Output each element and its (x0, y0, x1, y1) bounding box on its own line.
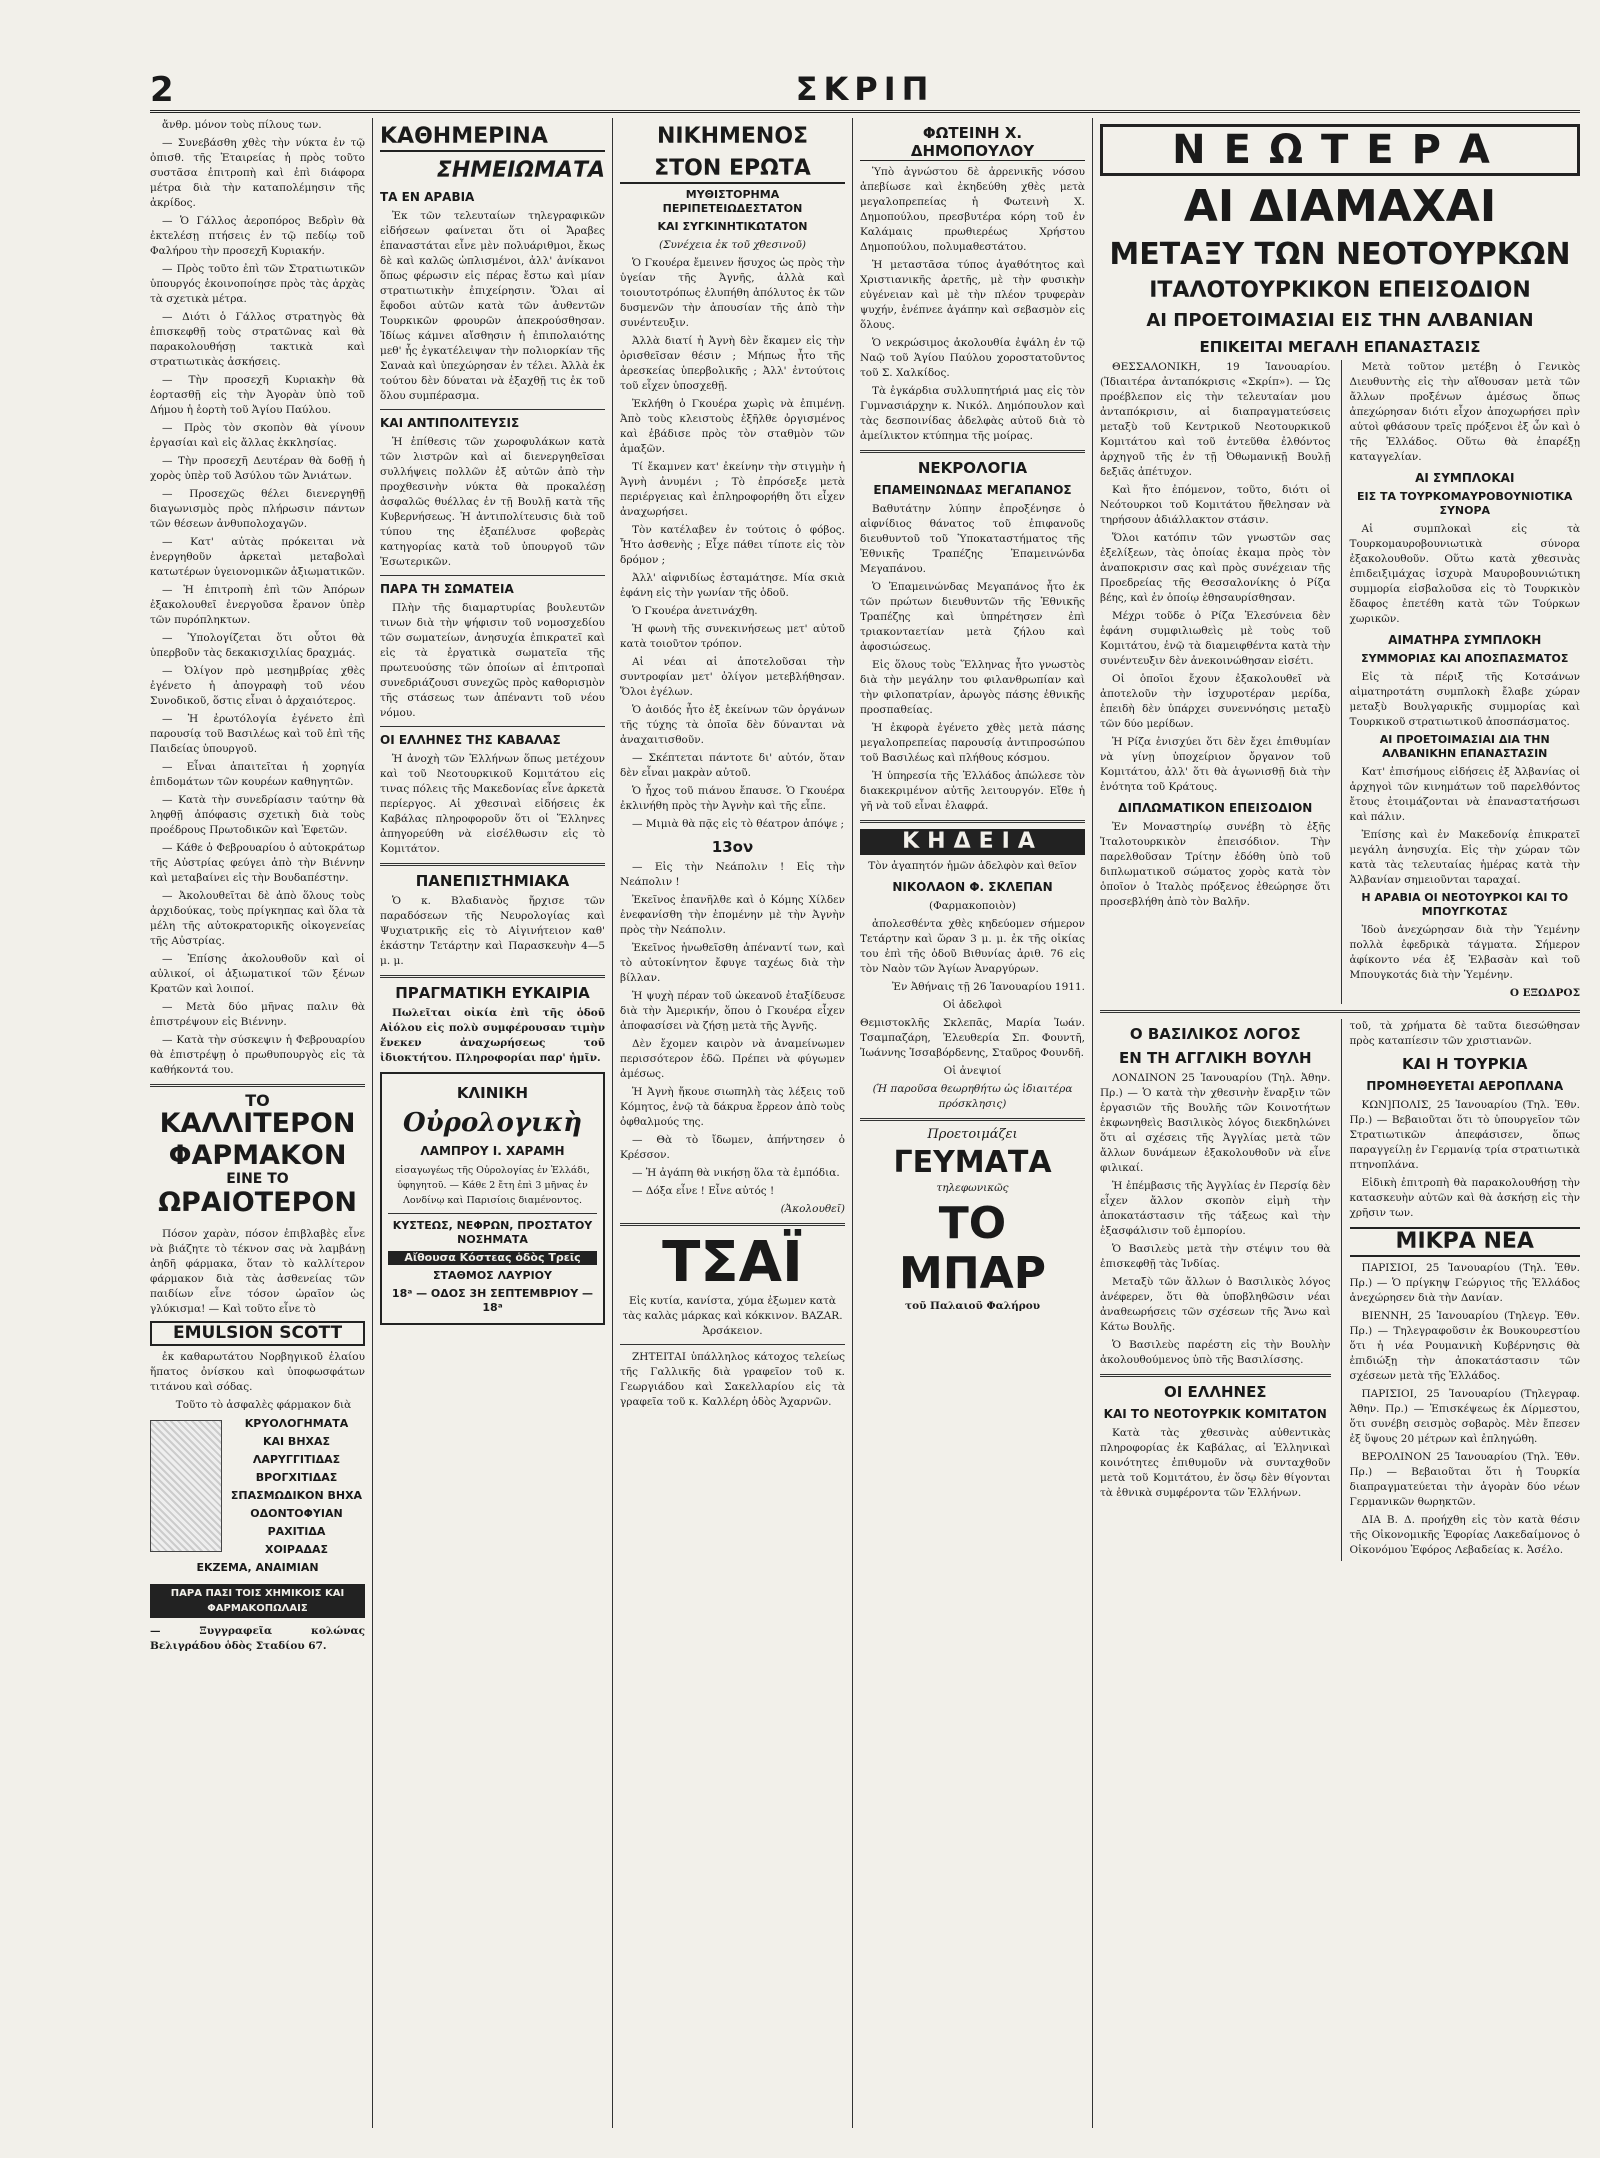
ad-list-item: ΒΡΟΓΧΙΤΙΔΑΣ (255, 1471, 338, 1484)
university-text: Ὁ κ. Βλαδιανὸς ἤρχισε τῶν παραδόσεων τῆς Νευρολογίας καὶ Ψυχιατρικῆς εἰς τὸ Αἰγινήτειον καθ' ἑκάστην Τετάρτην καὶ Παρασκευὴν 4—5 μ. μ. (380, 895, 605, 967)
bloody-title: ΑΙΜΑΤΗΡΑ ΣΥΜΠΛΟΚΗ (1388, 633, 1542, 647)
news-briefs (150, 118, 365, 1078)
speech-title: Ο ΒΑΣΙΛΙΚΟΣ ΛΟΓΟΣ (1129, 1025, 1301, 1043)
subheadline: ΙΤΑΛΟΤΟΥΡΚΙΚΟΝ ΕΠΕΙΣΟΔΙΟΝ (1149, 278, 1531, 303)
ad-body: Πόσον χαρὰν, πόσον ἐπιβλαβὲς εἶνε νὰ βιάζητε τὸ τέκνον σας νὰ λαμβάνῃ ἀηδῆ φάρμακα, ὅταν τὸ καλλίτερον φάρμακον διὰ τὰς ἀσθενείας τῶν παιδίων εἶνε τόσον ὡραῖον ὡς γλύκισμα! — Καὶ τοῦτο εἶνε τὸ (150, 1228, 365, 1315)
news-brief: — Ἀκολουθεῖται δὲ ἀπὸ ὅλους τοὺς ἀρχιδούκας, τοὺς πρίγκηπας καὶ ὅλα τὰ μέλη τῆς αὐτοκρατορικῆς οἰκογενείας τῆς Αὐστρίας. (150, 890, 365, 947)
column-rule (1092, 118, 1093, 2128)
clinic-doctor: ΛΑΜΠΡΟΥ Ι. ΧΑΡΑΜΗ (420, 1144, 565, 1158)
note-title: ΚΑΙ ΑΝΤΙΠΟΛΙΤΕΥΣΙΣ (380, 416, 520, 430)
novel-paragraph: — Θὰ τὸ ἴδωμεν, ἀπήντησεν ὁ Κρέσσον. (620, 1134, 845, 1161)
novel-paragraph: Ὁ Γκουέρα ἔμεινεν ἥσυχος ὡς πρὸς τὴν ὑγείαν τῆς Ἀγνῆς, ἀλλὰ καὶ τοιουτοτρόπως ἐλυπήθη ἀπόλυτος ἐκ τῶν δυσμενῶν τὴν ἀπουσίαν τῆς ἀπὸ τὴν συνέντευξιν. (620, 257, 845, 329)
necrology-paragraph: Ὁ Ἐπαμεινώνδας Μεγαπάνος ἦτο ἐκ τῶν πρώτων διευθυντῶν τῆς Ἐθνικῆς Τραπέζης καὶ ὑπηρέτησεν ἐπὶ τριακονταετίαν μετὰ ζήλου καὶ ἀφοσιώσεως. (860, 581, 1085, 653)
opportunity-text: Πωλεῖται οἰκία ἐπὶ τῆς ὁδοῦ Αἰόλου εἰς πολὺ συμφέρουσαν τιμὴν ἕνεκεν ἀναχωρήσεως τοῦ ἰδιοκτήτου. Πληροφορίαι παρ' ἡμῖν. (380, 1007, 605, 1064)
news-brief: — Εἶναι ἀπαιτεῖται ἡ χορηγία ἐπιδομάτων τῶν κουρέων καθηγητῶν. (150, 761, 365, 788)
news-brief: — Τὴν προσεχῆ Κυριακὴν θὰ ἑορτασθῇ εἰς τὴν Ἀγορὰν ὑπὸ τοῦ Δήμου ἡ ἑορτὴ τοῦ Ἁγίου Παύλου. (150, 374, 365, 416)
necrology-title: ΝΕΚΡΟΛΟΓΙΑ (917, 459, 1028, 477)
wanted-ad: ΖΗΤΕΙΤΑΙ ὑπάλληλος κάτοχος τελείως τῆς Γαλλικῆς διὰ γραφεῖον τοῦ κ. Γεωργιάδου καὶ Σακελλαρίου εἰς τὰ γραφεῖα τοῦ κ. Καλλέρη ὁδὸς Ἀχαρνῶν. (620, 1351, 845, 1408)
note-title: ΤΑ ΕΝ ΑΡΑΒΙΑ (380, 190, 475, 204)
turkey-title: ΚΑΙ Η ΤΟΥΡΚΙΑ (1402, 1055, 1528, 1073)
clinic-address: Αἴθουσα Κόστεας ὁδὸς Τρεῖς (388, 1251, 597, 1265)
chapter-heading: 13ον (711, 838, 754, 856)
short-news-item: ΠΑΡΙΣΙΟΙ, 25 Ἰανουαρίου (Τηλεγραφ. Ἀθην. Πρ.) — Ἐπισκέψεως ἐκ Δίρμεστου, ὅτι συνέβη σεισμὸς σοβαρὸς. Μὲν ἔπεσεν ἐξ ὕψους 20 μέτρων καὶ ἐπληγώθη. (1349, 1388, 1580, 1445)
latest-news-body (1100, 360, 1580, 1004)
arabia-title: Η ΑΡΑΒΙΑ ΟΙ ΝΕΟΤΟΥΡΚΟΙ ΚΑΙ ΤΟ ΜΠΟΥΓΚΟΤΑΣ (1361, 891, 1569, 918)
greeks-text: Κατὰ τὰς χθεσινὰς αὐθεντικὰς πληροφορίας ἐκ Καβάλας, αἱ Ἑλληνικαὶ κοινότητες ἐπιθυμοῦν νὰ συνταχθοῦν μετὰ τοῦ Κομιτάτου, ἐν ὅσῳ δὲν θίγονται τὰ ἐθνικὰ συμφέροντα τῶν Ἑλλήνων. (1100, 1427, 1331, 1499)
novel-paragraph: Ἀλλὰ διατί ἡ Ἀγνὴ δὲν ἔκαμεν εἰς τὴν ὁρισθεῖσαν θέσιν ; Μήπως ἦτο τῆς ἀρεσκείας ὑπερβολικῆς ; Ἀλλ' ἐντούτοις τοῦ εἶχεν ὑποσχεθῇ. (620, 335, 845, 392)
arabia-text: Ἰδοὺ ἀνεχώρησαν διὰ τὴν Ὑεμένην πολλὰ ἐφεδρικὰ τάγματα. Σήμερον ἀφίκοντο νέα ἐξ Ἐλβασὰν καὶ τοῦ Μπουγκοτάς διὰ τὴν Ὑεμένην. (1349, 924, 1580, 981)
novel-text (620, 860, 845, 1199)
news-brief: — Ὁ Γάλλος ἀεροπόρος Βεδρὶν θὰ ἐκτελέσῃ πτήσεις ἐν τῷ πεδίῳ τοῦ Φαλήρου τὴν προσεχῆ Κυριακήν. (150, 215, 365, 257)
clinic-subtitle: Οὐρολογικὴ (402, 1108, 583, 1138)
report-text (1100, 360, 1331, 795)
headline: ΜΕΤΑΞΥ ΤΩΝ ΝΕΟΤΟΥΡΚΩΝ (1109, 237, 1571, 272)
clinic-advertisement (380, 1072, 605, 1325)
tea-ad-title: ΤΣΑΪ (662, 1230, 803, 1295)
lower-left (1100, 1019, 1331, 1561)
novel-paragraph: Ἡ ψυχὴ πέραν τοῦ ὠκεανοῦ ἐταξίδευσε διὰ τὴν Ἀμερικήν, ὅπου ὁ Γκουέρα εἶχεν ἀποφασίσει νὰ ζήσῃ μετὰ τῆς Ἀγνῆς. (620, 990, 845, 1032)
albania-title: ΑΙ ΠΡΟΕΤΟΙΜΑΣΙΑΙ ΔΙΑ ΤΗΝ ΑΛΒΑΝΙΚΗΝ ΕΠΑΝΑΣΤΑΣΙΝ (1379, 733, 1550, 760)
divider (388, 1213, 597, 1214)
speech-paragraph: Ὁ Βασιλεὺς μετὰ τὴν στέψιν του θὰ ἐπισκεφθῇ τὰς Ἰνδίας. (1100, 1243, 1331, 1270)
section-header: ΚΑΘΗΜΕΡΙΝΑ (380, 124, 605, 152)
note-text: Ἡ ἐπίθεσις τῶν χωροφυλάκων κατὰ τῶν λιστρῶν καὶ αἱ διενεργηθεῖσαι συλλήψεις πολλῶν ἐξ αὐτῶν ἀπὸ τὴν προχθεσινὴν νύκτα θὰ προκαλέσῃ ἀσφαλῶς θυέλλας ἐν τῇ Βουλῇ κατὰ τῆς Κυβερνήσεως. Ἡ ἀντιπολίτευσις διὰ τοῦ τύπου της ἐξαπέλυσε φοβερὰς κατηγορίας κατὰ τοῦ ὑπουργοῦ τῶν Ἐσωτερικῶν. (380, 436, 605, 568)
ad-body: ἐκ καθαρωτάτου Νορβηγικοῦ ἐλαίου ἥπατος ὀνίσκου καὶ ὑποφωσφάτων τιτάνου καὶ σόδας. (150, 1351, 365, 1393)
page-number: 2 (150, 70, 174, 110)
ad-list-item: ΧΟΙΡΑΔΑΣ (264, 1543, 329, 1556)
note-text: Ἡ ἀνοχὴ τῶν Ἑλλήνων ὅπως μετέχουν καὶ τοῦ Νεοτουρκικοῦ Κομιτάτου εἰς τινας πόλεις τῆς Μακεδονίας εἶνε ἀρκετὰ περίεργος. Αἱ χθεσιναὶ εἰδήσεις ἐκ Καβάλας πληροφοροῦν ὅτι οἱ Ἕλληνες ἀπηγορεύθη νὰ εἰσέλθωσιν εἰς τὸ Κομιτάτον. (380, 753, 605, 855)
news-brief: — Διότι ὁ Γάλλος στρατηγὸς θὰ ἐπισκεφθῇ τοὺς στρατῶνας καὶ θὰ παρακολουθήσῃ τακτικὰ καὶ στρατιωτικὰς ἀσκήσεις. (150, 311, 365, 368)
ad-footer: ΠΑΡΑ ΠΑΣΙ ΤΟΙΣ ΧΗΜΙΚΟΙΣ ΚΑΙ ΦΑΡΜΑΚΟΠΩΛΑΙΣ (150, 1584, 365, 1618)
novel-paragraph: — Μιμιὰ θὰ πᾷς εἰς τὸ θέατρον ἀπόψε ; (632, 818, 845, 830)
ad-address: — Ξυγγραφεῖα κολώνας Βελιγράδου ὁδὸς Σταδίου 67. (150, 1625, 365, 1652)
novel-paragraph: Αἱ νέαι αἱ ἀποτελοῦσαι τὴν συντροφίαν μετ' ὀλίγον μετεβλήθησαν. Ὅλοι ἐγέλων. (620, 656, 845, 698)
divider (380, 975, 605, 978)
short-news-title: ΜΙΚΡΑ ΝΕΑ (1350, 1227, 1581, 1257)
divider (380, 726, 605, 727)
ad-list-item: ΕΚΖΕΜΑ, ΑΝΑΙΜΙΑΝ (196, 1561, 319, 1574)
diplomatic-title: ΔΙΠΛΩΜΑΤΙΚΟΝ ΕΠΕΙΣΟΔΙΟΝ (1118, 801, 1313, 815)
report-paragraph: ΘΕΣΣΑΛΟΝΙΚΗ, 19 Ἰανουαρίου. (Ἰδιαιτέρα ἀνταπόκρισις «Σκρίπ»). — Ὡς προέβλεπον εἰς τὴν τελευταίαν μου ἀνταπόκρισιν, αἱ διαπραγματεύσεις μεταξὺ τοῦ Κεντρικοῦ Νεοτουρκικοῦ Κομιτάτου καὶ τοῦ ἐντεῦθα ἐλθόντος ἀρχηγοῦ τῆς ἐν τῇ Ὀθωμανικῇ Βουλῇ δεξιᾶς ἀπέτυχον. (1100, 361, 1331, 478)
novel-paragraph: Ἡ Ἀγνὴ ἤκουε σιωπηλὴ τὰς λέξεις τοῦ Κόμητος, ἐνῷ τὰ δάκρυα ἔρρεον ἀπὸ τοὺς ὀφθαλμούς της. (620, 1086, 845, 1128)
speech-paragraph: Μεταξὺ τῶν ἄλλων ὁ Βασιλικὸς λόγος ἀνέφερεν, ὅτι θὰ ὑποβληθῶσιν νέαι ἀναθεωρήσεις τῶν σχέσεων τῆς Ἄνω καὶ Κάτω Βουλῆς. (1100, 1276, 1331, 1333)
speech-title: ΕΝ ΤΗ ΑΓΓΛΙΚΗ ΒΟΥΛΗ (1118, 1049, 1312, 1067)
novel-paragraph: — Εἰς τὴν Νεάπολιν ! Εἰς τὴν Νεάπολιν ! (620, 861, 845, 888)
greeks-title: ΚΑΙ ΤΟ ΝΕΟΤΟΥΡΚΙΚ ΚΟΜΙΤΑΤΟΝ (1103, 1407, 1327, 1421)
divider (860, 450, 1085, 453)
news-brief: ἄνθρ. μόνον τοὺς πίλους των. (162, 119, 322, 131)
note-text: Ἐκ τῶν τελευταίων τηλεγραφικῶν εἰδήσεων φαίνεται ὅτι οἱ Ἄραβες ἐπαναστάται εἶνε μὲν πολυάριθμοι, ἔκως δὲ καὶ καλῶς ὡπλισμένοι, ἀλλ' ἀνίκανοι ὅπως φέρωσιν εἰς πέρας ἔστω καὶ μίαν στρατιωτικὴν ἐπιχείρησιν. Ὅλαι αἱ ἔφοδοι αὐτῶν κατὰ τῶν ἀυθεντῶν Τουρκικῶν φρουρῶν ἀπεκρούσθησαν. Ἰδίως κάμνει αἴσθησιν ἡ ἐπιπολαιότης μεθ' ἧς ἐγκατέλειψαν τὴν πολιορκίαν τῆς Σαναὰ καὶ ὑπεχώρησαν ἐν τέλει. Ἀλλὰ ἐκ τούτου δὲν δύναται νὰ ἐξαχθῇ τις ἐκ τοῦ ὅλου συμπέρασμα. (380, 210, 605, 402)
note-text: Πλὴν τῆς διαμαρτυρίας βουλευτῶν τινων διὰ τὴν ψήφισιν τοῦ νομοσχεδίου τῶν σωματείων, ἀνησυχία ἐπικρατεῖ καὶ εἰς τὰ ἐργατικὰ σωματεῖα τῆς πρωτευούσης τῶν ὁποίων αἱ ἐπιτροπαὶ συνεδριάζουσι συνεχῶς πρὸς καθορισμὸν τῆς στάσεως των ἀπέναντι τοῦ νέου νόμου. (380, 602, 605, 719)
ad-line: ΕΙΝΕ ΤΟ (226, 1171, 289, 1187)
illustration-figure (150, 1420, 222, 1552)
column-daily-notes (380, 118, 605, 2118)
latest-news-right (1341, 360, 1581, 1004)
speech-text (1100, 1071, 1331, 1368)
novel-paragraph: Ἡ φωνὴ τῆς συνεκινήσεως μετ' αὐτοῦ κατὰ τοιοῦτον τρόπον. (620, 623, 845, 650)
short-news-item: ΒΙΕΝΝΗ, 25 Ἰανουαρίου (Τηλεγρ. Ἐθν. Πρ.) — Τηλεγραφοῦσιν ἐκ Βουκουρεστίου ὅτι ἡ νέα Ρουμανικὴ Κυβέρνησις θὰ ἐπιδιώξῃ τὴν ἀποκατάστασιν τῶν σχέσεων μετὰ τῆς Ἑλλάδος. (1349, 1310, 1580, 1382)
divider (380, 575, 605, 576)
newspaper-title: ΣΚΡΙΠ (795, 70, 935, 108)
funeral-names: Θεμιστοκλῆς Σκλεπᾶς, Μαρία Ἰωάν. Τσαμπαζάρη, Ἐλευθερία Σπ. Φουντῆ, Ἰωάννης Ἰσσαβόρδενης, Σταῦρος Φουνδῆ. (860, 1017, 1085, 1059)
report-paragraph: Οἱ ὁποῖοι ἔχουν ἐξακολουθεῖ νὰ ἀποτελοῦν τὴν ἰσχυροτέραν μερίδα, ἐπειδὴ δὲν ὑπάρχει συνεννόησις μεταξὺ τῶν δύο μερίδων. (1100, 673, 1331, 730)
greeks-title: ΟΙ ΕΛΛΗΝΕΣ (1163, 1383, 1267, 1401)
column-rule (372, 118, 373, 2128)
masthead (150, 70, 1580, 113)
divider (860, 820, 1085, 823)
column-obituaries (860, 118, 1085, 2118)
turkey-intro: τοῦ, τὰ χρήματα δὲ ταῦτα διεσώθησαν πρὸς καταπίεσιν τῶν χριστιανῶν. (1349, 1020, 1580, 1047)
novel-paragraph: — Ἡ ἀγάπη θὰ νικήσῃ ὅλα τὰ ἐμπόδια. (632, 1167, 840, 1179)
news-brief: — Μετὰ δύο μῆνας παλιν θὰ ἐπιστρέψουν εἰς Βιέννην. (150, 1001, 365, 1028)
turkey-text: ΚΩΝ]ΠΟΛΙΣ, 25 Ἰανουαρίου (Τηλ. Ἐθν. Πρ.) — Βεβαιοῦται ὅτι τὸ ὑπουργεῖον τῶν Στρατιωτικῶν ἀπεφάσισεν, ὅπως παραγγείλῃ ἐν Γερμανίᾳ τρία στρατιωτικὰ πτηνοπλάνα. (1349, 1099, 1580, 1171)
complications-text: Αἱ συμπλοκαὶ εἰς τὰ Τουρκομαυροβουνιωτικὰ σύνορα ἐξακολουθοῦν. Οὕτω κατὰ χθεσινὰς ἐπιδειξιμάχας ἰσχυρὰ Μαυροβουνιώτικη συμμορία εἰσβαλοῦσα εἰς τὸ Τουρκικὸν ἔδαφος ἐπετέθη κατὰ τῶν Τούρκων χωρικῶν. (1349, 523, 1580, 625)
ad-list-intro: Τοῦτο τὸ ἀσφαλὲς φάρμακον διὰ (175, 1399, 352, 1411)
divider (620, 1223, 845, 1226)
column-rule (612, 118, 613, 2128)
complications-title: ΑΙ ΣΥΜΠΛΟΚΑΙ (1415, 471, 1515, 485)
divider (620, 1344, 845, 1345)
bloody-text: Εἰς τὰ πέριξ τῆς Κοτσάνων αἱματηροτάτη συμπλοκὴ ἔλαβε χώραν μεταξὺ Βουλγαρικῆς συμμορίας καὶ Τουρκικοῦ στρατιωτικοῦ ἀποσπάσματος. (1349, 671, 1580, 728)
divider (150, 1084, 365, 1087)
short-news-item: ΒΕΡΟΛΙΝΟΝ 25 Ἰανουαρίου (Τηλ. Ἐθν. Πρ.) — Βεβαιοῦται ὅτι ἡ Τουρκία διαπραγματεύεται τὴν ἀγορὰν δύο νέων Γερμανικῶν θωρηκτῶν. (1349, 1451, 1580, 1508)
report-paragraph: Ἡ Ρίζα ἐνισχύει ὅτι δὲν ἔχει ἐπιθυμίαν νὰ γίνῃ ὑποχείριον ὄργανον τοῦ Κομιτάτου, ἀλλ' ὅτι θὰ ἀγωνισθῇ διὰ τὴν ἐνότητα τοῦ Κράτους. (1100, 736, 1331, 793)
report-paragraph: Καὶ ἤτο ἐπόμενον, τοῦτο, διότι οἱ Νεότουρκοι τοῦ Κομιτάτου ἤθελησαν νὰ τηρήσουν ἀδιάλλακτον στάσιν. (1100, 484, 1331, 526)
novel-paragraph: — Σκέπτεται πάντοτε δι' αὐτόν, ὅταν δὲν εἶναι μακρὰν αὐτοῦ. (620, 752, 845, 779)
novel-paragraph: Ἐκεῖνος ἠνωθεῖσθη ἀπέναντί των, καὶ τὸ αὐτοκίνητον ἔφυγε ταχέως διὰ τὴν βίλλαν. (620, 942, 845, 984)
novel-paragraph: Ὁ ἦχος τοῦ πιάνου ἔπαυσε. Ὁ Γκουέρα ἐκλινήθη πρὸς τὴν Ἀγνὴν καὶ τῆς εἶπε. (620, 785, 845, 812)
ad-line: ΚΑΛΛΙΤΕΡΟΝ (159, 1108, 356, 1139)
bar-ad-big: ΤΟ ΜΠΑΡ (899, 1198, 1046, 1299)
speech-paragraph: ΛΟΝΔΙΝΟΝ 25 Ἰανουαρίου (Τηλ. Ἀθην. Πρ.) — Ὁ κατὰ τὴν χθεσινὴν ἔναρξιν τῶν ἐργασιῶν τῆς Βουλῆς τῶν Κοινοτήτων ἐκφωνηθεὶς Βασιλικὸς λόγος διεκδηλώνει ὅτι αἱ σχέσεις τῆς Ἀγγλίας μετὰ τῶν ἄλλων δυνάμεων ἐξακολουθοῦν νὰ εἶνε φιλικαί. (1100, 1072, 1331, 1174)
news-brief: — Κάθε ὁ Φεβρουαρίου ὁ αὐτοκράτωρ τῆς Αὐστρίας φεύγει ἀπὸ τὴν Βιέννην καὶ μεταβαίνει εἰς τὴν Βουδαπέστην. (150, 842, 365, 884)
turkey-title: ΠΡΟΜΗΘΕΥΕΤΑΙ ΑΕΡΟΠΛΑΝΑ (1366, 1079, 1564, 1093)
signature: Ο ΕΞΩΔΡΟΣ (1509, 987, 1580, 999)
ad-line: ΩΡΑΙΟΤΕΡΟΝ (158, 1187, 357, 1218)
novel-title: ΝΙΚΗΜΕΝΟΣ (656, 124, 809, 149)
novel-title: ΣΤΟΝ ΕΡΩΤΑ (620, 156, 845, 184)
ad-list-item: ΣΠΑΣΜΩΔΙΚΟΝ ΒΗΧΑ (230, 1489, 363, 1502)
obituary-paragraph: Ἡ μεταστᾶσα τύπος ἀγαθότητος καὶ Χριστιανικῆς ἀρετῆς, μὲ τὴν φυσικὴν εὐγένειαν καὶ μὲ τὴν πλέον τρυφερὰν ψυχήν, ἐνέπνεε ἀγάπην καὶ σεβασμὸν εἰς ὅλους. (860, 259, 1085, 331)
news-brief: — Πρὸς τὸν σκοπὸν θὰ γίνουν ἐργασίαι καὶ εἰς ἄλλας ἐκκλησίας. (150, 422, 365, 449)
news-brief: — Τὴν προσεχῆ Δευτέραν θὰ δοθῇ ἡ χορὸς ὑπὲρ τοῦ Ἀσύλου τῶν Ἀνιάτων. (150, 455, 365, 482)
speech-paragraph: Ἡ ἐπέμβασις τῆς Ἀγγλίας ἐν Περσίᾳ δὲν εἶχεν ἄλλον σκοπὸν εἰμὴ τὴν ἀποκατάστασιν τῆς τάξεως καὶ τὴν ἐξασφάλισιν τοῦ ἐμπορίου. (1100, 1180, 1331, 1237)
novel-subtitle: ΜΥΘΙΣΤΟΡΗΜΑ ΠΕΡΙΠΕΤΕΙΩΔΕΣΤΑΤΟΝ (662, 188, 803, 215)
funeral-relatives: Οἱ ἀδελφοὶ (942, 999, 1003, 1011)
novel-paragraph: Ὁ ἀοιδός ἦτο ἐξ ἐκείνων τῶν ὀργάνων τῆς τύχης τὰ ὁποῖα δὲν δύνανται νὰ ἀναχαιτισθοῦν. (620, 704, 845, 746)
news-brief: — Κατ' αὐτὰς πρόκειται νὰ ἐνεργηθοῦν ἀρκεταὶ μεταβολαὶ κατωτέρων ὑγειονομικῶν ἀξιωματικῶν. (150, 536, 365, 578)
clinic-specialty: ΚΥΣΤΕΩΣ, ΝΕΦΡΩΝ, ΠΡΟΣΤΑΤΟΥ ΝΟΣΗΜΑΤΑ (392, 1219, 593, 1246)
advertisement-emulsion (150, 1093, 365, 1654)
novel-note: (Συνέχεια ἐκ τοῦ χθεσινοῦ) (659, 239, 806, 251)
diplomatic-text: Ἐν Μοναστηρίῳ συνέβη τὸ ἑξῆς Ἰταλοτουρκικὸν ἐπεισόδιον. Τὴν παρελθοῦσαν Τρίτην ἐδόθη ὑπὸ τοῦ διπλωματικοῦ σώματος χορὸς κατὰ τὸν ὁποῖον ὁ Ἰταλὸς πρόξενος ἐθεώρησε ὅτι προσεβλήθη ἀπὸ τὸν Βαλῆν. (1100, 821, 1331, 908)
bar-ad-intro: Προετοιμάζει (927, 1127, 1018, 1142)
column-rule (852, 118, 853, 2128)
ad-list-item: ΛΑΡΥΓΓΙΤΙΔΑΣ (252, 1453, 341, 1466)
news-brief: — Πρὸς τοῦτο ἐπὶ τῶν Στρατιωτικῶν ὑπουργός ἐκοινοποίησε πρὸς τὰς ἀρχὰς τὰ σχετικὰ μέτρα. (150, 263, 365, 305)
necrology-paragraph: Ἡ ἐκφορὰ ἐγένετο χθὲς μετὰ πάσης μεγαλοπρεπείας παρουσίᾳ ἀντιπροσώπου τοῦ Βασιλέως καὶ πλήθους κόσμου. (860, 722, 1085, 764)
latest-news-lower (1100, 1019, 1580, 1561)
ad-list-item: ΚΡΥΟΛΟΓΗΜΑΤΑ (244, 1417, 349, 1430)
divider (380, 409, 605, 410)
short-news-item: ΔΙΑ Β. Δ. προήχθη εἰς τὸν κατὰ θέσιν τῆς Οἰκονομικῆς Ἐφορίας Λακεδαίμονος ὁ Οἰκονόμου Ἐφόρος Λεβαδείας κ. Ἀσέλο. (1349, 1514, 1580, 1556)
tea-ad-text: Εἰς κυτία, κανίστα, χύμα ἐξωμεν κατὰ τὰς καλὰς μάρκας καὶ κόκκινον. BAZAR. Ἀρσάκειον. (622, 1295, 843, 1337)
latest-news-left (1100, 360, 1331, 1004)
funeral-nephews: Οἱ ἀνεψιοί (943, 1065, 1002, 1077)
bar-ad-title: ΓΕΥΜΑΤΑ (893, 1145, 1052, 1180)
section-header: ΣΗΜΕΙΩΜΑΤΑ (436, 158, 605, 183)
short-news-item: ΠΑΡΙΣΙΟΙ, 25 Ἰανουαρίου (Τηλ. Ἐθν. Πρ.) — Ὁ πρίγκηψ Γεώργιος τῆς Ἑλλάδος ἀνεχώρησεν διὰ τὴν Δανίαν. (1349, 1262, 1580, 1304)
news-brief: — Ἡ ἐπιτροπὴ ἐπὶ τῶν Ἀπόρων ἐξακολουθεῖ ἐνεργοῦσα ἔρανον ὑπὲρ τῶν πυρόπληκτων. (150, 584, 365, 626)
novel-paragraph: Ἐκλήθη ὁ Γκουέρα χωρὶς νὰ ἐπιμένῃ. Ἀπὸ τοὺς κλειστοὺς ἐξῆλθε ὀργισμένος καὶ ἐβάδισε πρὸς τὸν σταθμὸν τῶν ἁμαξῶν. (620, 398, 845, 455)
funeral-note: (Ἡ παροῦσα θεωρηθήτω ὡς ἰδιαιτέρα πρόσκλησις) (872, 1083, 1073, 1110)
bar-ad-footer: τοῦ Παλαιοῦ Φαλήρου (905, 1300, 1040, 1312)
obituary-text (860, 165, 1085, 444)
news-brief: — Συνεβάσθη χθὲς τὴν νύκτα ἐν τῷ ὀπισθ. τῆς Ἑταιρείας ἡ πρὸς τοῦτο συστᾶσα ἐπιτροπὴ καὶ ἐπὶ διάφορα μέτρα διὰ τὴν καταπολέμησιν τῆς ἀκρίδος. (150, 137, 365, 209)
divider (1100, 1010, 1580, 1013)
speech-paragraph: Ὁ Βασιλεὺς παρέστη εἰς τὴν Βουλὴν ἀκολουθούμενος ὑπὸ τῆς Βασιλίσσης. (1100, 1339, 1331, 1366)
column-news-briefs (150, 118, 365, 2118)
note-title: ΠΑΡΑ ΤΗ ΣΩΜΑΤΕΙΑ (380, 582, 514, 596)
novel-subtitle: ΚΑΙ ΣΥΓΚΙΝΗΤΙΚΩΤΑΤΟΝ (657, 220, 808, 233)
ad-line: ΤΟ (245, 1091, 270, 1110)
novel-text (620, 256, 845, 832)
obituary-paragraph: Ὑπὸ ἀγνώστου δὲ ἀρρενικῆς νόσου ἀπεβίωσε καὶ ἐκηδεύθη χθὲς μετὰ μεγαλοπρεπείας ἡ Φωτεινὴ Χ. Δημοπούλου, πρεσβυτέρα κόρη τοῦ ἐν Καλάμαις πρωθιερέως Χρήστου Δημοπούλου, πολυμαθεστάτου. (860, 166, 1085, 253)
turkey-text: Εἰδικὴ ἐπιτροπὴ θὰ παρακολουθήσῃ τὴν κατασκευὴν αὐτῶν καὶ θὰ ἀσκήσῃ εἰς τὴν χρῆσιν των. (1349, 1177, 1580, 1219)
column-serial-novel (620, 118, 845, 2118)
news-brief: — Κατὰ τὴν συνεδρίασιν ταύτην θὰ ληφθῇ ἀπόφασις σχετικὴ διὰ τοὺς προέδρους Πρωτοδικῶν καὶ Ἐφετῶν. (150, 794, 365, 836)
latest-news-banner: ΝΕΩΤΕΡΑ (1100, 124, 1580, 176)
short-news-list (1350, 1261, 1581, 1558)
necrology-paragraph: Εἰς ὅλους τοὺς Ἕλληνας ἦτο γνωστὸς διὰ τὴν μεγάλην του φιλανθρωπίαν καὶ τὴν φιλοπατρίαν, ἀρωγὸς πάσης ἐθνικῆς προσπαθείας. (860, 659, 1085, 716)
funeral-intro: Τὸν ἀγαπητόν ἡμῶν ἀδελφὸν καὶ θεῖον (868, 860, 1077, 872)
clinic-street: 18ᵃ — ΟΔΟΣ 3Η ΣΕΠΤΕΜΒΡΙΟΥ — 18ᵃ (391, 1287, 594, 1314)
obituary-title: ΦΩΤΕΙΝΗ Χ. ΔΗΜΟΠΟΥΛΟΥ (860, 124, 1085, 161)
clinic-station: ΣΤΑΘΜΟΣ ΛΑΥΡΙΟΥ (433, 1269, 552, 1282)
novel-paragraph: Δὲν ἔχομεν καιρὸν νὰ ἀναμείνωμεν περισσότερον ἐδῶ. Πρέπει νὰ φύγωμεν ἀμέσως. (620, 1038, 845, 1080)
ad-list-item: ΚΑΙ ΒΗΧΑΣ (262, 1435, 331, 1448)
necrology-name: ΕΠΑΜΕΙΝΩΝΔΑΣ ΜΕΓΑΠΑΝΟΣ (873, 483, 1072, 497)
funeral-text: ἀπολεσθέντα χθὲς κηδεύομεν σήμερον Τετάρτην καὶ ὥραν 3 μ. μ. ἐκ τῆς οἰκίας του ἐπὶ τῆς ὁδοῦ Βιθυνίας ἀριθ. 76 εἰς τὸν Ναὸν τῶν Ἁγίων Ἀναργύρων. (860, 918, 1085, 975)
funeral-date: Ἐν Ἀθήναις τῇ 26 Ἰανουαρίου 1911. (892, 981, 1085, 993)
complications-sub: ΕΙΣ ΤΑ ΤΟΥΡΚΟΜΑΥΡΟΒΟΥΝΙΟΤΙΚΑ ΣΥΝΟΡΑ (1357, 490, 1573, 517)
novel-paragraph: Ἐκεῖνος ἐπανῆλθε καὶ ὁ Κόμης Χίλδεν ἐνεφανίσθη τὴν ἑπομένην μὲ τὴν Ἀγνὴν πρὸς τὴν Νεάπολιν. (620, 894, 845, 936)
novel-paragraph: Τὸν κατέλαβεν ἐν τούτοις ὁ φόβος. Ἦτο ἀσθενὴς ; Εἶχε πάθει τίποτε εἰς τὸν δρόμον ; (620, 524, 845, 566)
report-paragraph: Ὅλοι κατόπιν τῶν γνωστῶν σας ἐξελίξεων, τὰς ὁποίας ἐκαμα πρὸς τὸν ἀναποκρισιν σας καὶ πρὸς συνέχειαν τῆς Προεδρείας τῆς Θεσσαλονίκης ὁ Ρίζα βέης, καὶ ἐν ὁποίῳ ἐθησαυρίσθησαν. (1100, 532, 1331, 604)
news-brief: — Ὀλίγον πρὸ μεσημβρίας χθὲς ἐγένετο ἡ ἀπογραφὴ τοῦ νέου Συνοδικοῦ, ὅστις εἶναι ὁ ἀρχαιότερος. (150, 665, 365, 707)
divider (380, 863, 605, 866)
ad-brand: EMULSION SCOTT (150, 1321, 365, 1346)
news-brief: — Κατὰ τὴν σύσκεψιν ἡ Φεβρουαρίου θὰ ἐπιστρέψῃ ὁ πρωθυπουργὸς εἰς τὰ καθήκοντά του. (150, 1034, 365, 1076)
ad-line: ΦΑΡΜΑΚΟΝ (168, 1140, 347, 1171)
albania-text: Ἐπίσης καὶ ἐν Μακεδονίᾳ ἐπικρατεῖ μεγάλη ἀνησυχία. Εἰς τὴν χώραν τῶν κατὰ τὰς τελευταίας ἡμέρας κατὰ τὴν Ἀλβανίαν σημειοῦνται ταραχαί. (1349, 829, 1580, 886)
novel-paragraph: Τί ἔκαμνεν κατ' ἐκείνην τὴν στιγμὴν ἡ Ἀγνὴ ἀνυμένι ; Τὸ ἐπρόσεξε μετὰ περιέργειας καὶ ἐπληροφορήθη ὅτι εἶχεν ἀναχωρήσει. (620, 461, 845, 518)
novel-continued: (Ἀκολουθεῖ) (780, 1203, 845, 1215)
news-brief: — Ἐπίσης ἀκολουθοῦν καὶ οἱ αὐλικοί, οἱ ἀξιωματικοί τῶν ξένων Κρατῶν καὶ λοιποί. (150, 953, 365, 995)
lower-right (1341, 1019, 1581, 1561)
news-brief: — Ὑπολογίζεται ὅτι οὗτοι θὰ ὑπερβοῦν τὰς δεκακισχιλίας δραχμάς. (150, 632, 365, 659)
obituary-paragraph: Τὰ ἐγκάρδια συλλυπητήριά μας εἰς τὸν Γυμνασιάρχην κ. Νικόλ. Δημόπουλον καὶ τὰς δεσποινίδας ἀδελφὰς αὐτοῦ διὰ τὸ ἀμείλικτον κτύπημα τῆς μοίρας. (860, 385, 1085, 442)
report-paragraph: Μετὰ τοῦτον μετέβη ὁ Γενικὸς Διευθυντὴς εἰς τὴν αἴθουσαν μετὰ τῶν ἄλλων προξένων ἀμέσως ὅπως ἀπεχώρησαν διότι εἶχον ἀποχωρήσει πρὶν αὐτοὶ φθάσουν τρεῖς πρόξενοι ἐξ ὧν καὶ ὁ τῆς Ἑλλάδος. Οὕτω θὰ ἐπαρέξῃ καταγγελίαν. (1349, 361, 1580, 463)
bar-ad-sub: τηλεφωνικῶς (936, 1182, 1009, 1194)
funeral-profession: (Φαρμακοποιὸν) (929, 900, 1016, 912)
column-latest-news (1100, 118, 1580, 2118)
opportunity-title: ΠΡΑΓΜΑΤΙΚΗ ΕΥΚΑΙΡΙΑ (395, 984, 590, 1002)
funeral-name: ΝΙΚΟΛΑΟΝ Φ. ΣΚΛΕΠΑΝ (892, 880, 1053, 894)
clinic-body: εἰσαγωγέως τῆς Οὐρολογίας ἐν Ἑλλάδι, ὑφηγητοῦ. — Κάθε 2 ἔτη ἐπὶ 3 μῆνας ἐν Λονδίνῳ καὶ Παρισίοις διαμένοντος. (395, 1165, 590, 1206)
news-brief: — Ἡ ἐρωτόλογία ἐγένετο ἐπὶ παρουσίᾳ τοῦ Βασιλέως καὶ τοῦ ἐπὶ τῆς Παιδείας ὑπουργοῦ. (150, 713, 365, 755)
ad-list-item: ΟΔΟΝΤΟΦΥΙΑΝ (250, 1507, 343, 1520)
bloody-sub: ΣΥΜΜΟΡΙΑΣ ΚΑΙ ΑΠΟΣΠΑΣΜΑΤΟΣ (1361, 652, 1569, 665)
albania-text: Κατ' ἐπισήμους εἰδήσεις ἐξ Ἀλβανίας οἱ ἀρχηγοὶ τῶν κινημάτων τοῦ παρελθόντος ἔτους ἐτοιμάζονται νὰ ἐπαναστατήσωσι καὶ πάλιν. (1349, 766, 1580, 823)
daily-notes-list (380, 190, 605, 857)
necrology-paragraph: Βαθυτάτην λύπην ἐπροξένησε ὁ αἰφνίδιος θάνατος τοῦ ἐπιφανοῦς διευθυντοῦ τοῦ Ὑποκαταστήματος τῆς Ἐθνικῆς Τραπέζης Ἐπαμεινώνδα Μεγαπάνου. (860, 503, 1085, 575)
necrology-text (860, 502, 1085, 814)
subheadline: ΑΙ ΠΡΟΕΤΟΙΜΑΣΙΑΙ ΕΙΣ ΤΗΝ ΑΛΒΑΝΙΑΝ (1146, 310, 1534, 331)
necrology-paragraph: Ἡ ὑπηρεσία τῆς Ἑλλάδος ἀπώλεσε τὸν διακεκριμένον αὐτῆς λειτουργόν. Εἴθε ἡ γῆ νὰ τοῦ εἶναι ἐλαφρά. (860, 770, 1085, 812)
ad-list-item: ΡΑΧΙΤΙΔΑ (267, 1525, 326, 1538)
funeral-title: ΚΗΔΕΙΑ (860, 829, 1085, 855)
obituary-paragraph: Ὁ νεκρώσιμος ἀκολουθία ἐψάλη ἐν τῷ Ναῷ τοῦ Ἁγίου Παύλου χοροστατοῦντος τοῦ Σ. Χαλκίδος. (860, 337, 1085, 379)
university-title: ΠΑΝΕΠΙΣΤΗΜΙΑΚΑ (415, 872, 570, 890)
divider (1100, 1374, 1331, 1377)
headline: ΑΙ ΔΙΑΜΑΧΑΙ (1183, 181, 1497, 232)
report-text (1350, 360, 1581, 465)
divider (860, 1118, 1085, 1121)
news-brief: — Προσεχῶς θέλει διενεργηθῇ διαγωνισμὸς πρὸς πλήρωσιν πάντων τῶν θέσεων ἀνθυπολοχαγῶν. (150, 488, 365, 530)
report-paragraph: Μέχρι τοῦδε ὁ Ρίζα Ἐλεσύνεια δὲν ἐφάνη συμφιλιωθεὶς μὲ τοὺς τοῦ Κομιτάτου, ἐνῷ τὰ διαμειφθέντα κατὰ τὴν συνέντευξιν δὲν ἀνεκοινώθησαν εἰσέτι. (1100, 610, 1331, 667)
novel-paragraph: Ἀλλ' αἰφνιδίως ἐσταμάτησε. Μία σκιὰ ἐφάνη εἰς τὴν γωνίαν τῆς ὁδοῦ. (620, 572, 845, 599)
novel-paragraph: — Δόξα εἶνε ! Εἶνε αὐτός ! (632, 1185, 775, 1197)
note-title: ΟΙ ΕΛΛΗΝΕΣ ΤΗΣ ΚΑΒΑΛΑΣ (380, 733, 561, 747)
clinic-title: ΚΛΙΝΙΚΗ (456, 1084, 529, 1102)
novel-paragraph: Ὁ Γκουέρα ἀνετινάχθη. (632, 605, 758, 617)
subheadline: ΕΠΙΚΕΙΤΑΙ ΜΕΓΑΛΗ ΕΠΑΝΑΣΤΑΣΙΣ (1199, 338, 1481, 356)
